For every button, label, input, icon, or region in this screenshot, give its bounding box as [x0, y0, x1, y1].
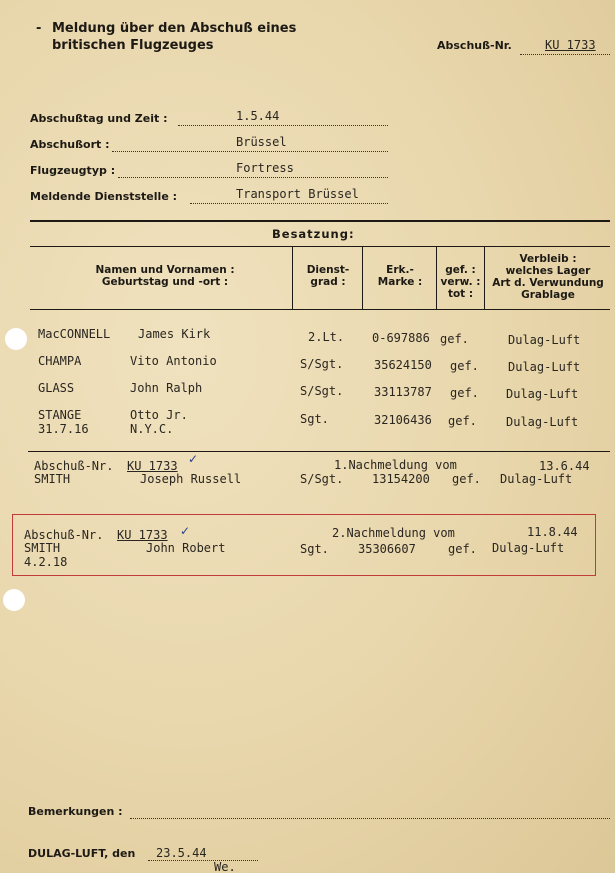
col-divider-4 [484, 247, 485, 309]
supplement-verbleib: Dulag-Luft [500, 472, 573, 486]
col-rank-header: Dienst- grad : [306, 264, 350, 288]
col-erk-header: Erk.- Marke : [377, 264, 423, 288]
crew-verbleib: Dulag-Luft [506, 415, 579, 429]
supplement-prefix: Abschuß-Nr. [34, 459, 114, 473]
crew-verbleib: Dulag-Luft [506, 387, 579, 401]
abschusstag-line [178, 125, 388, 126]
initials: We. [214, 860, 236, 873]
table-header-rule [30, 246, 610, 247]
supplement-birth: 4.2.18 [24, 555, 68, 569]
check-mark-icon: ✓ [180, 524, 191, 538]
punch-hole-bottom [3, 589, 25, 611]
supplement-date: 13.6.44 [539, 459, 590, 473]
supplement-number: KU 1733 [117, 528, 168, 542]
table-header-bottom-rule [30, 309, 610, 310]
supplement-verbleib: Dulag-Luft [492, 541, 565, 555]
supplement-rank: S/Sgt. [300, 472, 344, 486]
abschussort-value: Brüssel [236, 135, 287, 149]
check-mark-icon: ✓ [188, 452, 199, 466]
crew-rank: Sgt. [300, 412, 329, 426]
crew-given: James Kirk [138, 327, 211, 341]
abschuss-nr-label: Abschuß-Nr. [437, 39, 512, 52]
supplement-given: Joseph Russell [140, 472, 242, 486]
dulag-luft-label: DULAG-LUFT, den [28, 847, 136, 860]
supplement-surname: SMITH [34, 472, 71, 486]
crew-given: Vito Antonio [130, 354, 217, 368]
crew-status: gef. [448, 414, 477, 428]
abschusstag-label: Abschußtag und Zeit : [30, 112, 168, 125]
crew-surname: GLASS [38, 381, 75, 395]
crew-status: gef. [450, 386, 479, 400]
crew-verbleib: Dulag-Luft [508, 333, 581, 347]
dulag-date-value: 23.5.44 [156, 846, 207, 860]
supplement-note: 2.Nachmeldung vom [332, 526, 455, 540]
dienststelle-label: Meldende Dienststelle : [30, 190, 178, 203]
abschuss-nr-value: KU 1733 [545, 38, 596, 52]
crew-surname: STANGE [38, 408, 82, 422]
abschusstag-value: 1.5.44 [236, 109, 280, 123]
table-top-rule [30, 220, 610, 222]
crew-surname: MacCONNELL [38, 327, 111, 341]
supplement-prefix: Abschuß-Nr. [24, 528, 104, 542]
form-title-line1: Meldung über den Abschuß eines [52, 21, 297, 36]
crew-erk: 32106436 [374, 413, 432, 427]
besatzung-title: Besatzung: [272, 227, 355, 241]
col-status-header: gef. : verw. : tot : [440, 264, 481, 300]
crew-rank: 2.Lt. [308, 330, 345, 344]
crew-erk: 35624150 [374, 358, 432, 372]
supplement-rank: Sgt. [300, 542, 329, 556]
dienststelle-value: Transport Brüssel [236, 187, 359, 201]
abschussort-line [112, 151, 388, 152]
flugzeugtyp-value: Fortress [236, 161, 294, 175]
supplement-status: gef. [452, 472, 481, 486]
crew-status: gef. [450, 359, 479, 373]
supplement-erk: 35306607 [358, 542, 416, 556]
crew-verbleib: Dulag-Luft [508, 360, 581, 374]
abschussort-label: Abschußort : [30, 138, 110, 151]
col-divider-2 [362, 247, 363, 309]
crew-given: John Ralph [130, 381, 203, 395]
header-dash: - [36, 21, 42, 36]
supplement-surname: SMITH [24, 541, 61, 555]
crew-birth-place: N.Y.C. [130, 422, 174, 436]
abschuss-nr-line [520, 54, 610, 55]
flugzeugtyp-line [118, 177, 388, 178]
form-title-line2: britischen Flugzeuges [52, 38, 214, 53]
bemerkungen-label: Bemerkungen : [28, 805, 123, 818]
crew-birth-date: 31.7.16 [38, 422, 89, 436]
crew-erk: 33113787 [374, 385, 432, 399]
crew-rank: S/Sgt. [300, 357, 344, 371]
col-verbleib-header: Verbleib : welches Lager Art d. Verwundung Grablage [492, 253, 604, 301]
dulag-date-line [148, 860, 258, 861]
bemerkungen-line [130, 818, 610, 819]
supplement-erk: 13154200 [372, 472, 430, 486]
dienststelle-line [190, 203, 388, 204]
supplement-number: KU 1733 [127, 459, 178, 473]
col-divider-1 [292, 247, 293, 309]
crew-erk: 0-697886 [372, 331, 430, 345]
crew-separator-rule [28, 451, 610, 452]
crew-surname: CHAMPA [38, 354, 82, 368]
crew-given: Otto Jr. [130, 408, 188, 422]
punch-hole-top [5, 328, 27, 350]
crew-status: gef. [440, 332, 469, 346]
supplement-date: 11.8.44 [527, 525, 578, 539]
supplement-given: John Robert [146, 541, 226, 555]
supplement-note: 1.Nachmeldung vom [334, 458, 457, 472]
flugzeugtyp-label: Flugzeugtyp : [30, 164, 116, 177]
col-name-header: Namen und Vornamen : Geburtstag und -ort : [95, 264, 235, 288]
supplement-status: gef. [448, 542, 477, 556]
crew-rank: S/Sgt. [300, 384, 344, 398]
